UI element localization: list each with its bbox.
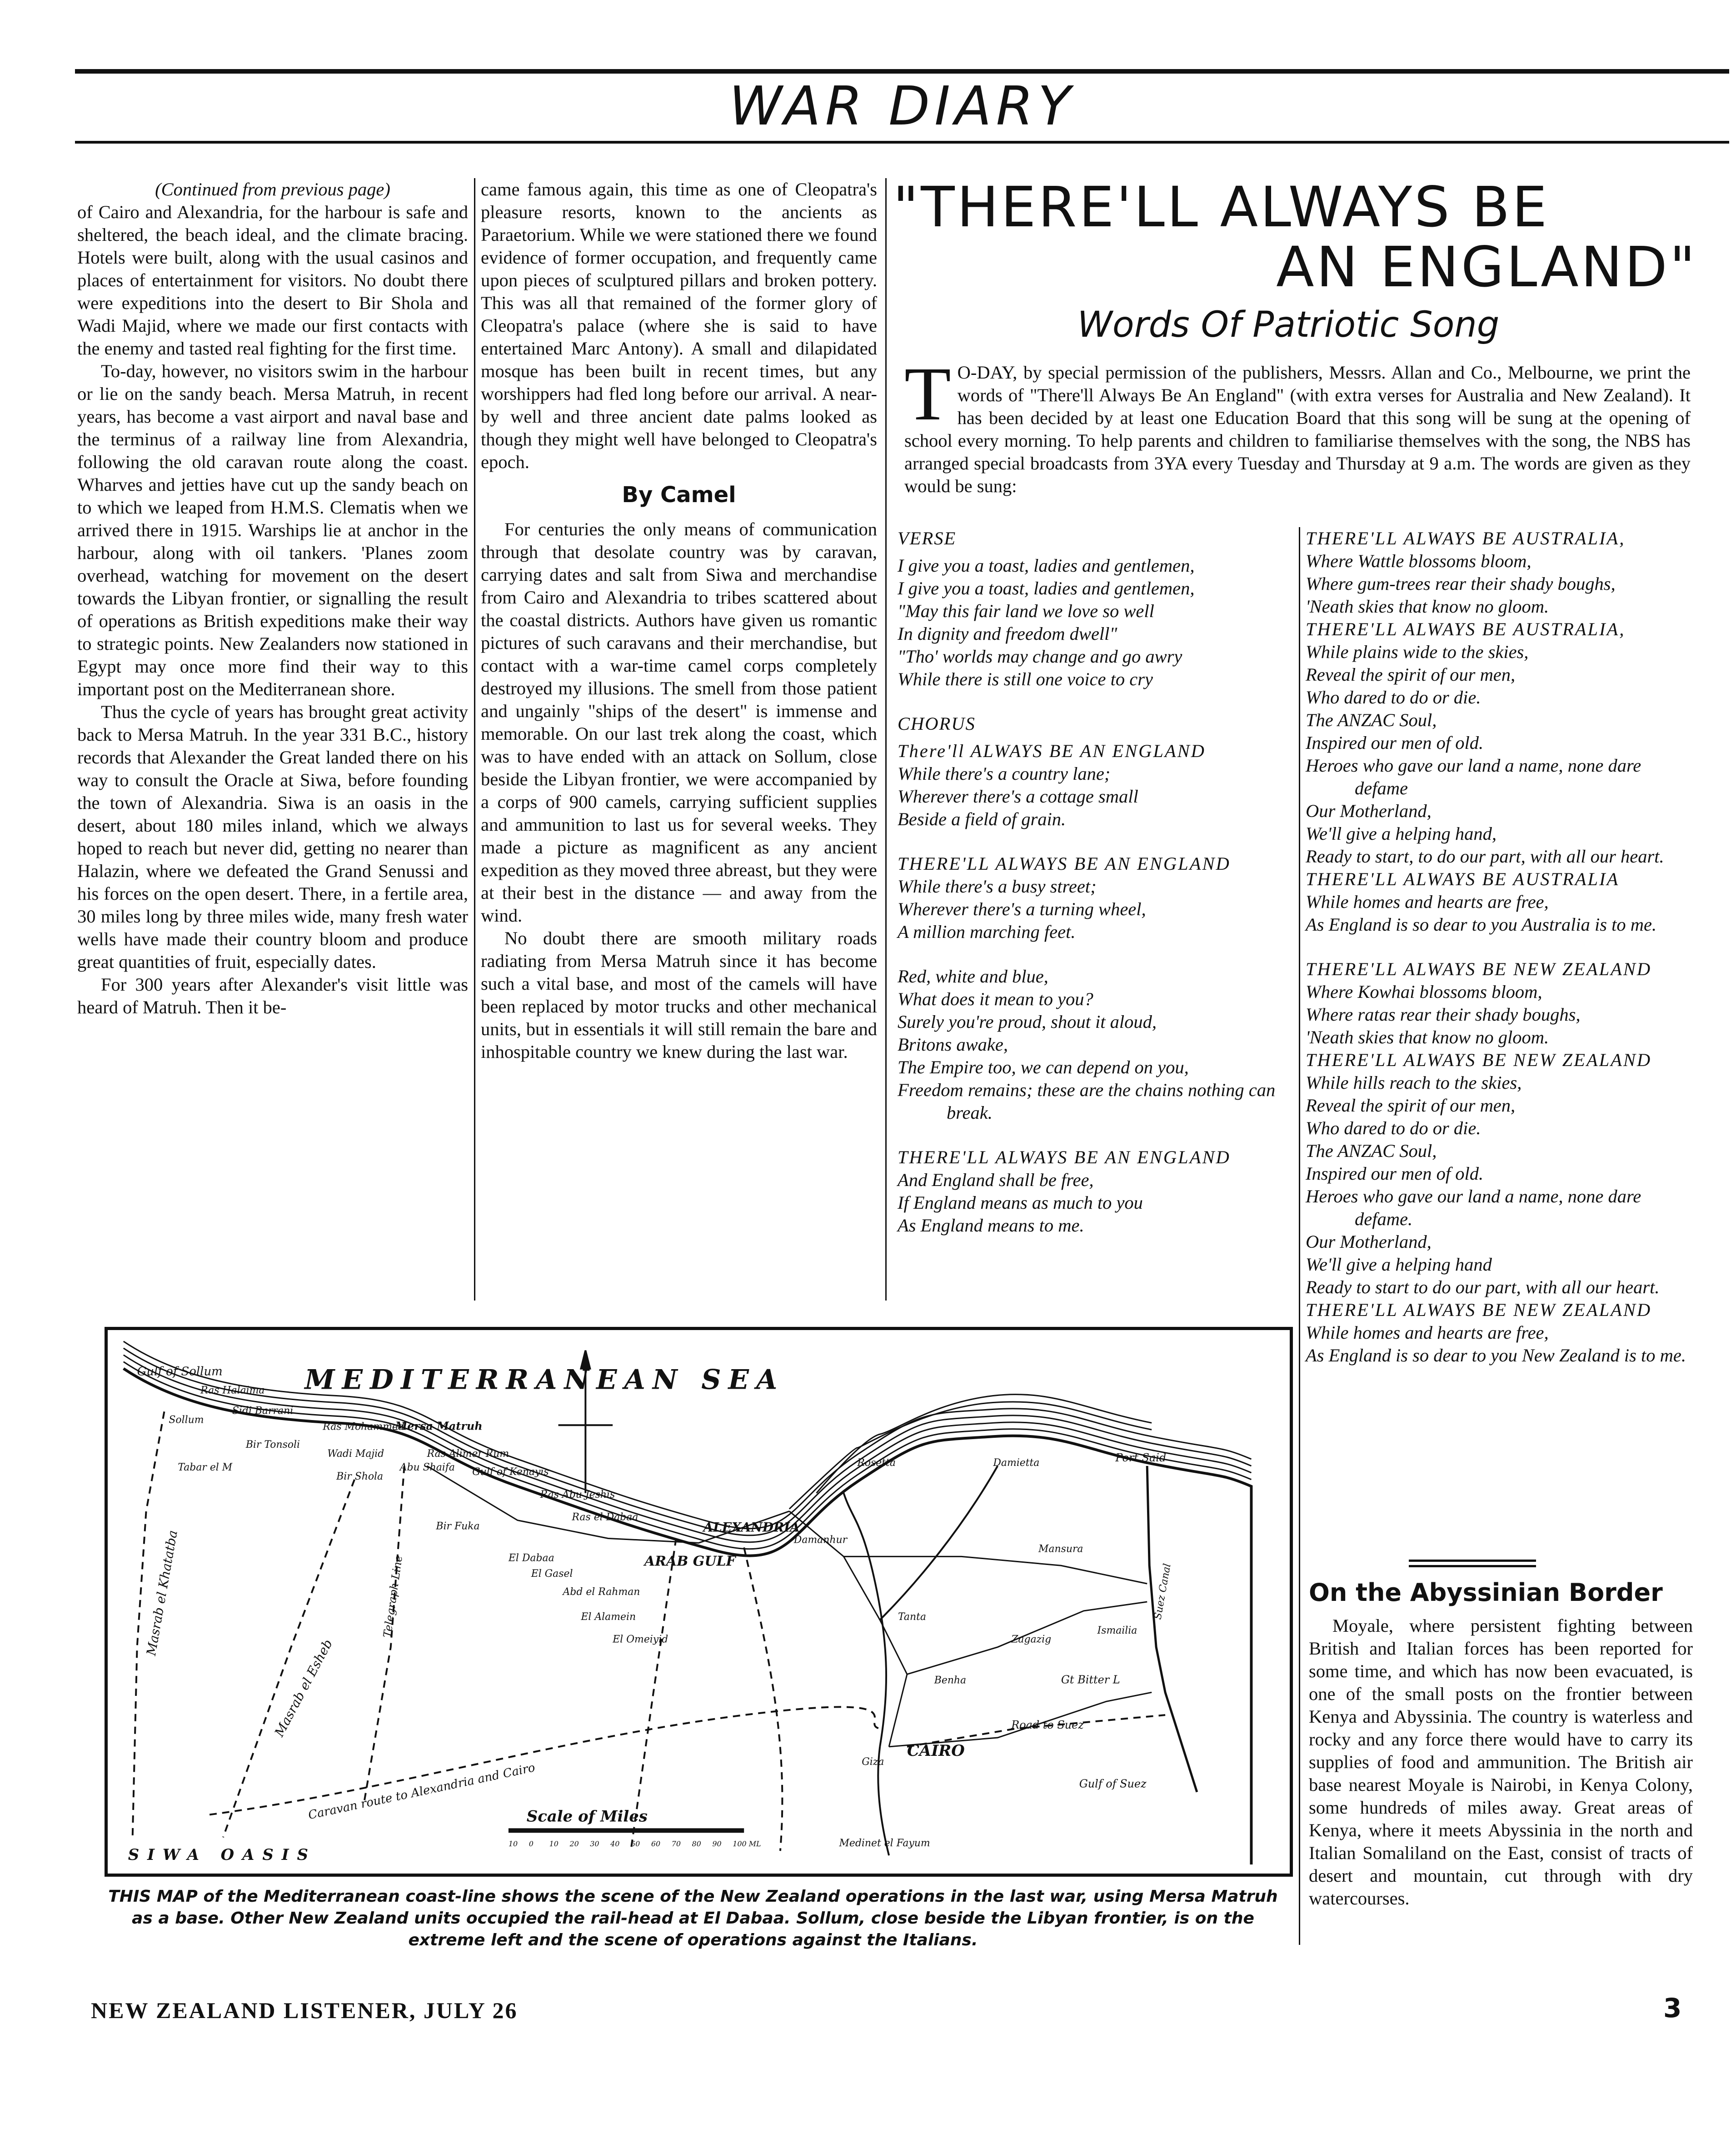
song-intro: [904, 352, 1691, 498]
section-rule: [1409, 1565, 1536, 1567]
map-place-label: Giza: [862, 1756, 884, 1768]
lyric-line: As England is so dear to you New Zealand is to me.: [1306, 1345, 1686, 1366]
song-title-line-1: "THERE'LL ALWAYS BE: [893, 175, 1550, 239]
map-place-label: Gulf of Sollum: [137, 1365, 223, 1379]
lyric-line: Ready to start, to do our part, with all our heart.: [1306, 846, 1664, 867]
map-place-label: Sidi Barrani: [232, 1405, 294, 1417]
lyric-line: What does it mean to you?: [898, 989, 1093, 1009]
map-place-label: Tabar el M: [178, 1461, 233, 1473]
lyric-line: In dignity and freedom dwell": [898, 623, 1117, 644]
lyric-line: Our Motherland,: [1306, 801, 1432, 821]
abyssinia-article: [1309, 1615, 1693, 1910]
article-paragraph: To-day, however, no visitors swim in the harbour or lie on the sandy beach. Mersa Matruh, in recent years, has become a vast airport and naval base and the terminus of a railway line from Alexandria, following the old caravan route along the coast. Wharves and jetties have cut up the sandy beach on to which we leaped from H.M.S. Clematis when we arrived there in 1915. Warships lie at anchor in the harbour, along with oil tankers. 'Planes zoom overhead, watching for movement on the desert towards the Libyan frontier, or signalling the result of operations as British expeditions make their way to strategic points. New Zealanders now stationed in Egypt may once more find their way to this important post on the Mediterranean shore.: [77, 361, 468, 699]
scale-title: Scale of Miles: [526, 1807, 648, 1825]
lyric-line: And England shall be free,: [898, 1170, 1094, 1190]
song-subtitle: Words Of Patriotic Song: [1077, 304, 1500, 345]
scale-tick: 20: [569, 1839, 579, 1849]
map-place-label: Abd el Rahman: [563, 1586, 640, 1598]
map-place-label: Ras Halaima: [200, 1385, 265, 1396]
map-place-label: Bir Tonsoli: [245, 1439, 300, 1451]
map-place-label: Gt Bitter L: [1061, 1673, 1120, 1686]
map-place-label: Ras Mohammed: [323, 1421, 404, 1433]
map-place-label: Zagazig: [1011, 1634, 1052, 1645]
lyrics-stanza: [898, 1146, 1293, 1237]
map-place-label: Bir Fuka: [436, 1520, 480, 1532]
article-paragraph: of Cairo and Alexandria, for the harbour is safe and sheltered, the beach ideal, and the climate bracing. Hotels were built, along with the usual casinos and places of entertainment for visitors. No doubt there were expeditions into the desert to Bir Shola and Wadi Majid, where we made our first contacts with the enemy and tasted real fighting for the first time.: [77, 202, 468, 359]
article-paragraph: For centuries the only means of communication through that desolate country was by caravan, carrying dates and salt from Siwa and merchandise from Cairo and Alexandria to tribes scattered about the coastal districts. Authors have given us romantic pictures of such caravans and their merchandise, but contact with a war-time camel corps completely destroyed my illusions. The smell from those patient and ungainly "ships of the desert" is immense and memorable. On our last trek along the coast, which was to have ended with an attack on Sollum, close beside the Libyan frontier, we were accompanied by a corps of 900 camels, carrying sufficient supplies and ammunition to last us for several weeks. They made a picture as magnificent as any ancient expedition as they moved three abreast, but they were at their best in the distance — and away from the wind.: [481, 519, 877, 926]
map-place-label: Bir Shola: [336, 1470, 384, 1482]
lyric-line: Beside a field of grain.: [898, 809, 1066, 829]
lyric-line: THERE'LL ALWAYS BE NEW ZEALAND: [1306, 1050, 1652, 1070]
lyric-line: Where ratas rear their shady boughs,: [1306, 1004, 1581, 1025]
lyric-line: Freedom remains; these are the chains nothing can break.: [898, 1080, 1276, 1123]
map-place-label: El Omeiyid: [613, 1634, 668, 1645]
map-place-label: Telegraph Line: [380, 1555, 405, 1639]
lyric-line: While there's a busy street;: [898, 876, 1097, 897]
lyric-line: Wherever there's a turning wheel,: [898, 899, 1146, 919]
lyric-line: THERE'LL ALWAYS BE NEW ZEALAND: [1306, 1300, 1652, 1320]
desert-tracks: [133, 1411, 1165, 1851]
lyric-line: Where Kowhai blossoms bloom,: [1306, 982, 1542, 1002]
scale-tick: 30: [590, 1839, 599, 1849]
lyric-line: If England means as much to you: [898, 1192, 1143, 1213]
lyrics-stanza: [1306, 958, 1696, 1367]
map-place-label: Abu Shaifa: [399, 1461, 455, 1473]
lyric-line: Ready to start to do our part, with all our heart.: [1306, 1277, 1660, 1297]
lyric-line: Who dared to do or die.: [1306, 687, 1481, 708]
drop-cap: T: [904, 352, 951, 436]
song-intro-text: O-DAY, by special permission of the publishers, Messrs. Allan and Co., Melbourne, we print the words of "There'll Always Be An England" (with extra verses for Australia and New Zealand). It has been decided by at least one Education Board that this song will be sung at the opening of school every morning. To help parents and children to familiarise themselves with the song, the NBS has arranged special broadcasts from 3YA every Tuesday and Thursday at 9 a.m. The words are given as they would be sung:: [904, 362, 1691, 496]
article-paragraph: For 300 years after Alexander's visit little was heard of Matruh. Then it be-: [77, 974, 468, 1017]
lyric-line: Heroes who gave our land a name, none dare defame: [1306, 755, 1641, 798]
lyric-line: 'Neath skies that know no gloom.: [1306, 1027, 1549, 1047]
scale-tick: 100 ML: [733, 1839, 761, 1849]
map-place-label: Masrab el Esheb: [271, 1637, 336, 1739]
lyric-line: THERE'LL ALWAYS BE AN ENGLAND: [898, 1147, 1231, 1167]
map-place-label: Masrab el Khatatba: [143, 1529, 180, 1657]
lyric-line: As England is so dear to you Australia is to me.: [1306, 914, 1657, 935]
map-figure: [105, 1327, 1293, 1877]
section-rule: [1409, 1560, 1536, 1562]
lyric-line: I give you a toast, ladies and gentlemen,: [898, 578, 1195, 598]
map-place-label: Ismailia: [1097, 1625, 1137, 1636]
scale-tick: 80: [692, 1839, 701, 1849]
page-number: 3: [1663, 1993, 1682, 2023]
section-masthead: WAR DIARY: [729, 75, 1075, 137]
map-place-label: Road to Suez: [1011, 1719, 1084, 1732]
map-place-label: El Alamein: [581, 1611, 636, 1623]
map-place-label: Gulf of Kenayis: [472, 1466, 549, 1478]
lyric-line: Inspired our men of old.: [1306, 1163, 1484, 1184]
lyric-line: "May this fair land we love so well: [898, 601, 1154, 621]
lyric-line: Where gum-trees rear their shady boughs,: [1306, 573, 1616, 594]
lyric-line: A million marching feet.: [898, 922, 1076, 942]
lyric-line: While plains wide to the skies,: [1306, 642, 1529, 662]
lyric-line: As England means to me.: [898, 1215, 1084, 1236]
map-caption: THIS MAP of the Mediterranean coast-line shows the scene of the New Zealand operations in the last war, using Mersa Matruh as a base. Other New Zealand units occupied the rail-head at El Dabaa. Sollum, close beside the Libyan frontier, is on the extreme left and the scene of operations against the Italians.: [108, 1887, 1278, 1949]
map-place-label: Tanta: [898, 1611, 926, 1623]
map-place-label: Mersa Matruh: [395, 1420, 483, 1433]
article-paragraph: came famous again, this time as one of Cleopatra's pleasure resorts, known to the ancients as Paraetorium. While we were stationed there we found evidence of former occupation, and frequently came upon pieces of sculptured pillars and broken pottery. This was all that remained of the former glory of Cleopatra's palace (where she is said to have entertained Marc Antony). A small and dilapidated mosque has been built in recent times, but any worshippers had fled long before our arrival. A near-by well and three ancient date palms looked as though they might well have belonged to Cleopatra's epoch.: [481, 179, 877, 472]
lyric-line: THERE'LL ALWAYS BE NEW ZEALAND: [1306, 959, 1652, 979]
lyric-line: Red, white and blue,: [898, 966, 1048, 987]
map-place-label: Caravan route to Alexandria and Cairo: [307, 1760, 537, 1823]
lyric-line: While hills reach to the skies,: [1306, 1072, 1522, 1093]
map-place-label: Ras Alimer Rum: [427, 1448, 509, 1460]
lyric-line: The Empire too, we can depend on you,: [898, 1057, 1189, 1077]
article-column-1: [77, 178, 468, 1019]
scale-tick: 10: [508, 1839, 518, 1849]
lyric-line: 'Neath skies that know no gloom.: [1306, 596, 1549, 617]
column-divider: [1299, 527, 1300, 1945]
song-title: [893, 177, 1697, 297]
scale-tick: 90: [712, 1839, 722, 1849]
map-place-label: Benha: [934, 1675, 967, 1686]
column-divider: [885, 178, 887, 1301]
map-place-label: Gulf of Suez: [1079, 1777, 1147, 1790]
map-place-label: Port Said: [1115, 1451, 1167, 1465]
suez-canal: [1147, 1466, 1197, 1792]
stanza-heading: VERSE: [898, 528, 957, 548]
map-place-label: Wadi Majid: [327, 1448, 384, 1460]
lyric-line: Wherever there's a cottage small: [898, 786, 1138, 807]
map-place-label: Mansura: [1038, 1543, 1083, 1555]
lyric-line: THERE'LL ALWAYS BE AUSTRALIA,: [1306, 619, 1626, 639]
lyric-line: Where Wattle blossoms bloom,: [1306, 551, 1531, 571]
lyric-line: "Tho' worlds may change and go awry: [898, 646, 1182, 667]
map-place-label: Rosetta: [857, 1457, 896, 1469]
map-place-label: El Gasel: [531, 1568, 573, 1580]
lyric-line: The ANZAC Soul,: [1306, 710, 1437, 730]
lyrics-stanza: [898, 527, 1293, 691]
byline-heading: By Camel: [622, 482, 736, 508]
lyric-line: Our Motherland,: [1306, 1231, 1432, 1252]
map-place-label: Sollum: [169, 1414, 204, 1426]
lyrics-right-column: [1306, 527, 1696, 1369]
lyric-line: I give you a toast, ladies and gentlemen,: [898, 555, 1195, 576]
lyrics-stanza: [898, 965, 1293, 1124]
lyric-line: We'll give a helping hand: [1306, 1254, 1492, 1275]
map-place-label: ALEXANDRIA: [703, 1520, 800, 1535]
lyric-line: The ANZAC Soul,: [1306, 1141, 1437, 1161]
lyric-line: THERE'LL ALWAYS BE AUSTRALIA: [1306, 869, 1620, 889]
stanza-heading: CHORUS: [898, 713, 976, 734]
top-rule: [75, 69, 1729, 74]
lyric-line: THERE'LL ALWAYS BE AUSTRALIA,: [1306, 528, 1626, 548]
lyrics-stanza: [898, 852, 1293, 943]
lyric-line: While homes and hearts are free,: [1306, 1322, 1549, 1343]
publication-footer: NEW ZEALAND LISTENER, JULY 26: [91, 1998, 518, 2023]
scale-tick: 0: [529, 1839, 534, 1849]
lyric-line: While homes and hearts are free,: [1306, 892, 1549, 912]
map-place-label: SIWA OASIS: [128, 1845, 316, 1864]
scale-bar: [509, 1828, 744, 1833]
scale-tick: 40: [610, 1839, 620, 1849]
lyric-line: We'll give a helping hand,: [1306, 823, 1497, 844]
map-place-label: Damietta: [993, 1457, 1040, 1469]
lyrics-left-column: [898, 527, 1293, 1259]
article-paragraph: Thus the cycle of years has brought great activity back to Mersa Matruh. In the year 331 B.C., history records that Alexander the Great landed there on his way to consult the Oracle at Siwa, before founding the town of Alexandria. Siwa is an oasis in the desert, about 180 miles inland, which we always hoped to reach but never did, getting no nearer than Halazin, where we defeated the Grand Senussi and his forces on the open desert. There, in a fertile area, 30 miles long by three miles wide, many fresh water wells have made their country bloom and produce great quantities of fruit, especially dates.: [77, 702, 468, 972]
lyric-line: Reveal the spirit of our men,: [1306, 664, 1516, 685]
nile-river: [843, 1466, 998, 1855]
song-title-line-2: AN ENGLAND": [1276, 235, 1697, 299]
scale-tick: 70: [671, 1839, 681, 1849]
lyrics-stanza: [898, 713, 1293, 831]
map-drawing: [108, 1330, 1290, 1874]
lyric-line: Reveal the spirit of our men,: [1306, 1095, 1516, 1116]
lyric-line: Britons awake,: [898, 1034, 1008, 1055]
continued-note: (Continued from previous page): [155, 179, 390, 199]
lyric-line: Heroes who gave our land a name, none dare defame.: [1306, 1186, 1641, 1229]
lyric-line: Surely you're proud, shout it aloud,: [898, 1012, 1157, 1032]
abyssinia-heading: On the Abyssinian Border: [1309, 1578, 1663, 1607]
scale-tick: 60: [651, 1839, 661, 1849]
map-place-label: Damanhur: [793, 1534, 848, 1546]
map-place-label: El Dabaa: [508, 1552, 554, 1564]
scale-tick: 10: [549, 1839, 559, 1849]
lyric-line: While there's a country lane;: [898, 763, 1111, 784]
article-column-2: [481, 178, 877, 1063]
column-divider: [474, 178, 475, 1301]
lyric-line: While there is still one voice to cry: [898, 669, 1153, 689]
sea-label: MEDITERRANEAN SEA: [304, 1364, 785, 1396]
map-place-label: Medinet el Fayum: [839, 1838, 930, 1849]
map-place-label: ARAB GULF: [644, 1553, 736, 1570]
lyric-line: THERE'LL ALWAYS BE AN ENGLAND: [898, 853, 1231, 874]
article-paragraph: Moyale, where persistent fighting between British and Italian forces has been reported for some time, and which has now been evacuated, is one of the small posts on the frontier between Kenya and Abyssinia. The country is waterless and rocky and any force there would have to carry its supplies of food and ammunition. The British air base nearest Moyale is Nairobi, in Kenya Colony, some hundreds of miles away. Great areas of Kenya, where it meets Abyssinia in the north and Italian Somaliland on the East, consist of tracts of desert and mountain, cut through with dry watercourses.: [1309, 1615, 1693, 1909]
lyric-line: Inspired our men of old.: [1306, 733, 1484, 753]
scale-tick: 50: [631, 1839, 640, 1849]
masthead-rule: [75, 141, 1729, 144]
lyric-line: Who dared to do or die.: [1306, 1118, 1481, 1138]
lyrics-stanza: [1306, 527, 1696, 936]
map-place-label: CAIRO: [907, 1741, 965, 1759]
map-place-label: Ras Abu Jeshis: [540, 1489, 615, 1500]
lyric-line: There'll ALWAYS BE AN ENGLAND: [898, 741, 1206, 761]
map-place-label: Suez Canal: [1152, 1562, 1173, 1620]
article-paragraph: No doubt there are smooth military roads radiating from Mersa Matruh since it has become such a vital base, and most of the camels will have been replaced by motor trucks and other mechanical units, but in essentials it will still remain the bare and inhospitable country we knew during the last war.: [481, 928, 877, 1062]
map-place-label: Ras el Dabaa: [572, 1511, 639, 1523]
